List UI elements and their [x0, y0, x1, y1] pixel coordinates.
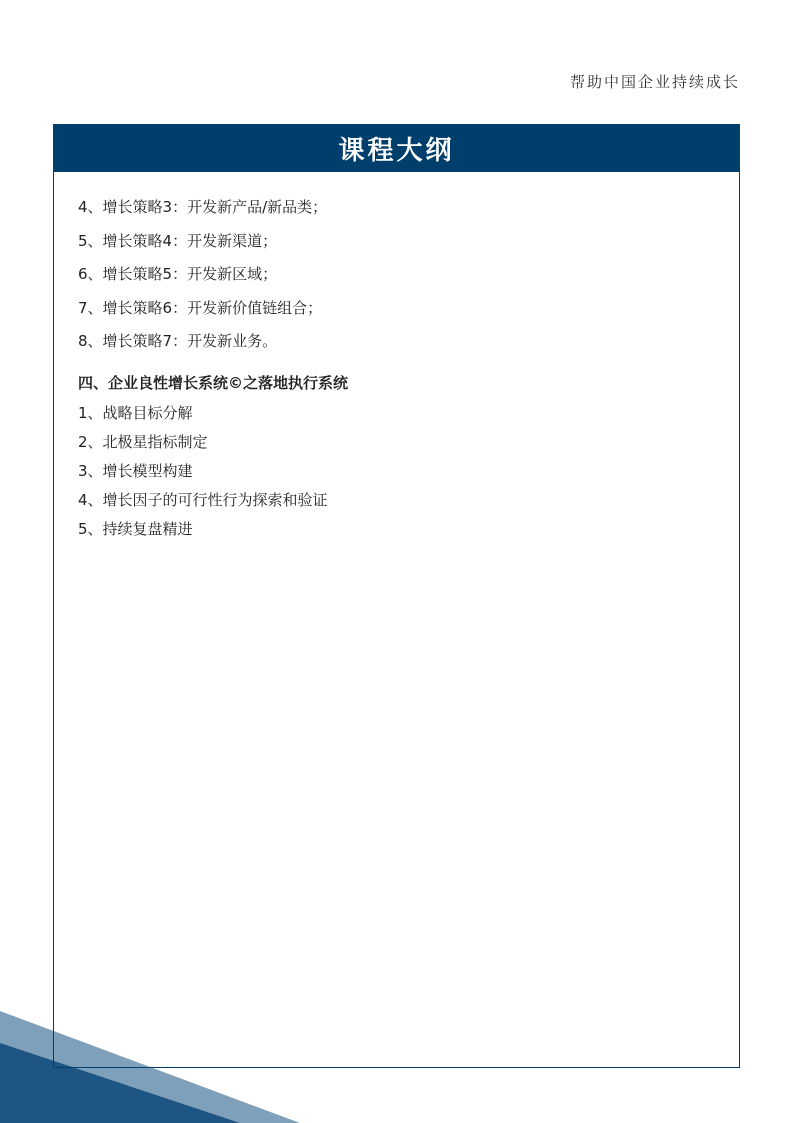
list-item: 5、增长策略4：开发新渠道； [78, 231, 278, 250]
header-tagline: 帮助中国企业持续成长 [569, 73, 740, 91]
list-item: 4、增长因子的可行性行为探索和验证 [78, 490, 328, 509]
list-item: 8、增长策略7：开发新业务。 [78, 332, 278, 350]
list-item: 1、战略目标分解 [78, 403, 193, 422]
panel-title-bar [54, 125, 739, 172]
strategy-list [78, 197, 715, 365]
execution-list [78, 403, 715, 548]
list-item: 2、北极星指标制定 [78, 432, 208, 451]
list-item: 7、增长策略6：开发新价值链组合； [78, 298, 323, 317]
section-heading: 四、企业良性增长系统©之落地执行系统 [78, 373, 349, 392]
list-item: 5、持续复盘精进 [78, 519, 193, 538]
list-item: 4、增长策略3：开发新产品/新品类； [78, 198, 328, 216]
outline-content [78, 197, 715, 548]
list-item: 6、增长策略5：开发新区域； [78, 265, 278, 283]
panel-title: 课程大纲 [338, 136, 455, 166]
course-outline-panel [53, 124, 740, 1068]
list-item: 3、增长模型构建 [78, 461, 193, 480]
